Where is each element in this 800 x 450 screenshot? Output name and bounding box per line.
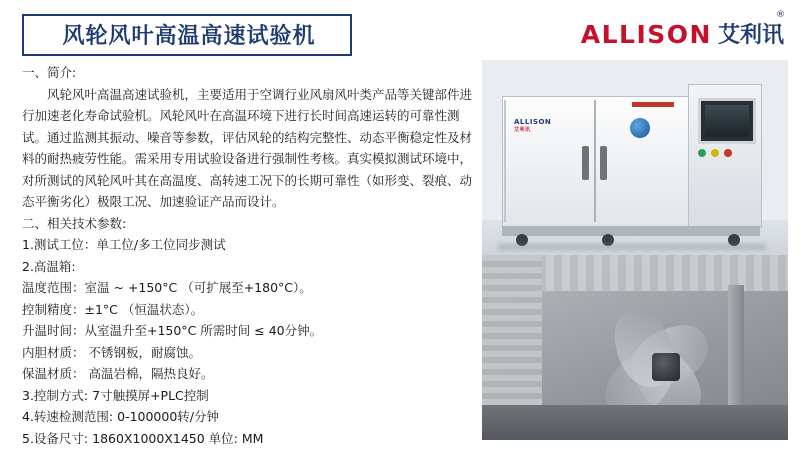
fan-wheel-assembly <box>602 317 730 417</box>
param-line: 5.设备尺寸: 1860X1000X1450 单位: MM <box>22 430 264 446</box>
machine-touchscreen <box>698 98 756 144</box>
param-line: 控制精度：±1°C （恒温状态）。 <box>22 301 204 317</box>
machine-door-handle <box>582 146 589 180</box>
param-line: 保温材质： 高温岩棉，隔热良好。 <box>22 366 214 381</box>
body-content <box>22 62 472 449</box>
section-heading-params: 二、相关技术参数: <box>22 215 127 231</box>
machine-door-split <box>594 100 596 222</box>
brand-name-english: ALLISON <box>580 20 712 49</box>
interior-floor <box>482 405 788 440</box>
param-line: 3.控制方式: 7寸触摸屏+PLC控制 <box>22 387 209 403</box>
brand-name-chinese <box>717 10 785 48</box>
fan-hub <box>652 353 680 381</box>
machine-panel-brand-en: ALLISON <box>514 118 552 126</box>
param-line: 温度范围：室温 ~ +150°C （可扩展至+180°C）。 <box>22 280 312 295</box>
machine-door-edge <box>504 100 506 222</box>
machine-blue-emblem-icon <box>630 118 650 138</box>
machine-panel-brand <box>514 118 551 133</box>
registered-trademark-icon: ® <box>776 10 785 20</box>
machine-door-handle <box>600 146 607 180</box>
brand-chinese-text: 艾利讯 <box>717 23 784 48</box>
machine-stop-button-icon <box>724 149 732 157</box>
intro-paragraph: 风轮风叶高温高速试验机，主要适用于空调行业风扇风叶类产品等关键部件进行加速老化寿命试验机。风轮风叶在高温环境下进行长时间高速运转的可靠性测试。通过监测其振动、噪音等参数，评估风轮的结构完整性、动态平衡稳定性及材料的耐热疲劳性能。需采用专用试验设备进行强制性考核。真实模拟测试环境中，对所测试的风轮风叶其在高温度、高转速工况下的长期可靠性（如形变、裂痕、动态平衡劣化）极限工况、加速验证产品而设计。 <box>22 86 473 209</box>
machine-start-button-icon <box>698 149 706 157</box>
page-title-box <box>22 14 352 56</box>
machine-status-light-icon <box>711 149 719 157</box>
section-heading-intro: 一、简介: <box>22 65 77 80</box>
param-line: 内胆材质： 不锈钢板，耐腐蚀。 <box>22 344 201 360</box>
param-line: 4.转速检测范围: 0-100000转/分钟 <box>22 409 220 424</box>
machine-base <box>502 226 760 236</box>
machine-button-row <box>698 148 750 158</box>
machine-red-strip <box>632 102 674 107</box>
param-line: 升温时间：从室温升至+150°C 所需时间 ≤ 40分钟。 <box>22 323 323 338</box>
machine-screen-display <box>705 105 749 137</box>
brand-logo <box>580 10 785 49</box>
machine-shadow <box>498 244 766 250</box>
param-line: 2.高温箱: <box>22 258 76 274</box>
machine-photo <box>482 60 788 255</box>
page-title: 风轮风叶高温高速试验机 <box>62 24 316 49</box>
interior-right-post <box>728 285 744 415</box>
param-line: 1.测试工位：单工位/多工位同步测试 <box>22 237 226 252</box>
machine-panel-brand-cn: 艾利讯 <box>514 127 531 133</box>
interior-photo <box>482 255 788 440</box>
